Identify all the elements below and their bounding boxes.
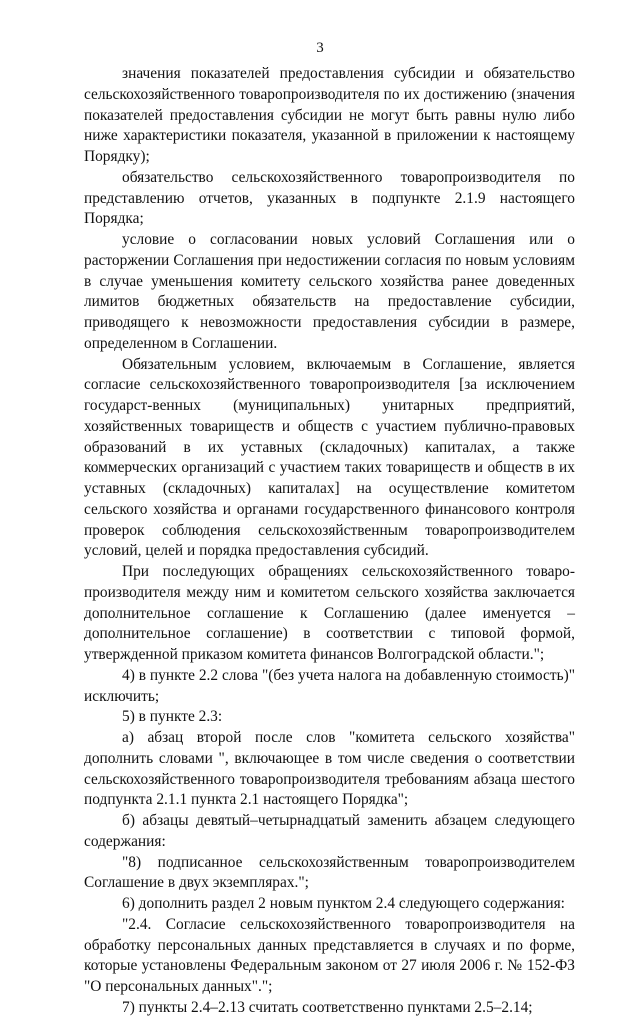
paragraph-additional-agreement: При последующих обращениях сельскохозяйственного товаро-производителя между ним и комитетом сельского хозяйства заключается дополнительное соглашение к Соглашению (далее именуется – дополнительное соглашение) в соответствии с типовой формой, утвержденной приказом комитета финансов Волгоградской области.";	[84, 563, 575, 663]
paragraph-item-5: 5) в пункте 2.3:	[122, 708, 223, 726]
paragraph-item-6: 6) дополнить раздел 2 новым пунктом 2.4 следующего содержания:	[122, 895, 565, 912]
paragraph-item-4: 4) в пункте 2.2 слова "(без учета налога на добавленную стоимость)" исключить;	[84, 666, 575, 705]
paragraph-item-5b: б) абзацы девятый–четырнадцатый заменить абзацем следующего содержания:	[84, 812, 575, 850]
paragraph-agreement-termination: условие о согласовании новых условий Соглашения или о расторжении Соглашения при недостижении согласия по новым условиям в случае уменьшения комитету сельского хозяйства ранее доведенных лимитов бюджетных обязательств на предоставление субсидии, приводящего к невозможности предоставления субсидии в размере, определенном в Соглашении.	[84, 231, 575, 352]
paragraph-item-7: 7) пункты 2.4–2.13 считать соответственно пунктами 2.5–2.14;	[122, 998, 533, 1016]
document-body	[84, 64, 575, 1019]
paragraph-indicator-values: значения показателей предоставления субсидии и обязательство сельскохозяйственного товаропроизводителя по их достижению (значения показателей предоставления субсидии не могут быть равны нулю либо ниже характеристики показателя, указанной в приложении к настоящему Порядку);	[84, 65, 575, 165]
paragraph-item-8-signed-agreement: "8) подписанное сельскохозяйственным товаропроизводителем Соглашение в двух экземплярах.";	[84, 853, 575, 892]
paragraph-mandatory-condition: Обязательным условием, включаемым в Соглашение, является согласие сельскохозяйственного товаропроизводителя [за исключением государст-венных (муниципальных) унитарных предприятий, хозяйственных товариществ и обществ с участием публично-правовых образований в их уставных (складочных) капиталах, а также коммерческих организаций с участием таких товариществ и обществ в их уставных (складочных) капиталах] на осуществление комитетом сельского хозяйства и органами государственного финансового контроля проверок соблюдения сельскохозяйственным товаропроизводителем условий, целей и порядка предоставления субсидий.	[84, 355, 575, 560]
page-number: 3	[316, 40, 324, 56]
paragraph-item-5a: а) абзац второй после слов "комитета сельского хозяйства" дополнить словами ", включающее в том числе сведения о соответствии сельскохозяйственного товаропроизводителя требованиям абзаца шестого подпункта 2.1.1 пункта 2.1 настоящего Порядка";	[84, 729, 575, 809]
paragraph-reporting-obligation: обязательство сельскохозяйственного товаропроизводителя по представлению отчетов, указанных в подпункте 2.1.9 настоящего Порядка;	[84, 168, 575, 228]
paragraph-item-2-4-consent: "2.4. Согласие сельскохозяйственного товаропроизводителя на обработку персональных данных представляется в случаях и по форме, которые установлены Федеральным законом от 27 июля 2006 г. № 152-ФЗ "О персональных данных".";	[84, 915, 575, 995]
